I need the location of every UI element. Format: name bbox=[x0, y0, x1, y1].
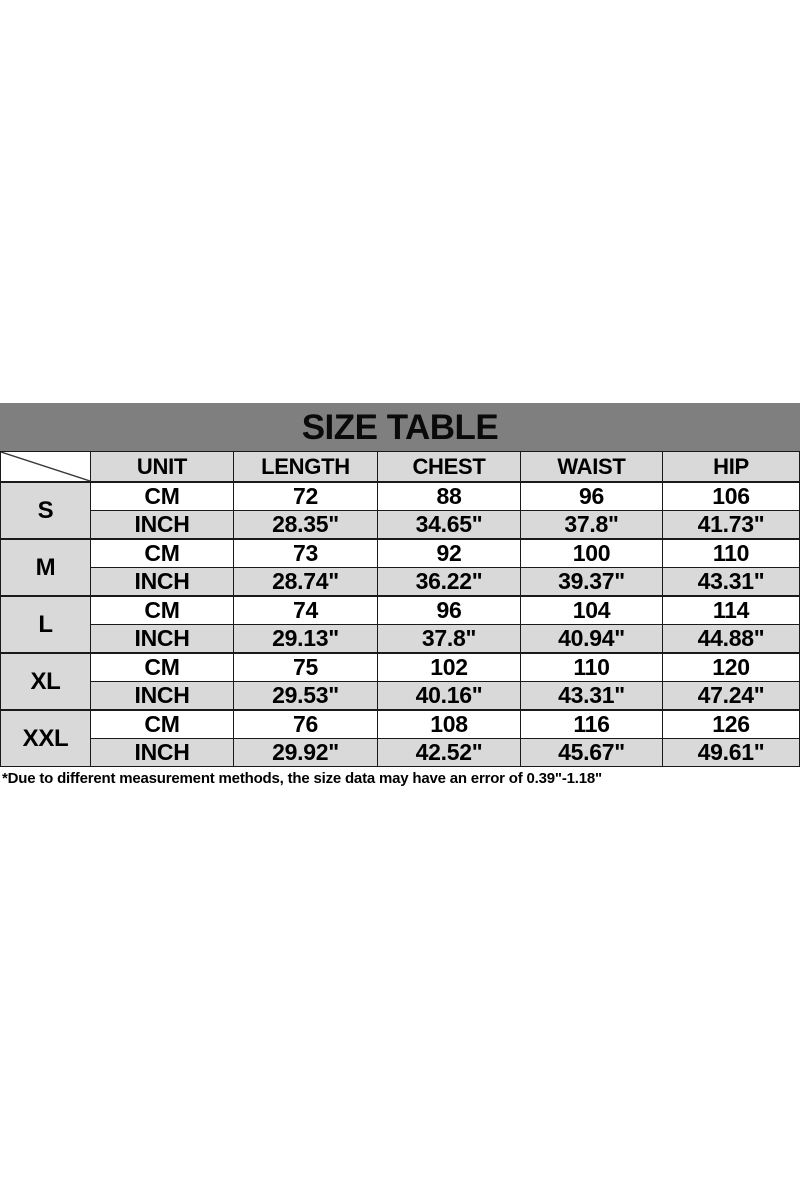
unit-label-inch: INCH bbox=[91, 568, 234, 597]
header-row bbox=[1, 452, 800, 483]
column-header-hip: HIP bbox=[663, 452, 800, 483]
unit-label-inch: INCH bbox=[91, 625, 234, 654]
cm-value-cell: 108 bbox=[378, 710, 521, 739]
inch-value-cell: 36.22" bbox=[378, 568, 521, 597]
table-row-inch bbox=[1, 682, 800, 711]
table-row-cm bbox=[1, 653, 800, 682]
inch-value-cell: 39.37" bbox=[521, 568, 663, 597]
table-row-inch bbox=[1, 511, 800, 540]
table-row-cm bbox=[1, 596, 800, 625]
cm-value-cell: 100 bbox=[521, 539, 663, 568]
cm-value-cell: 75 bbox=[234, 653, 378, 682]
size-chart bbox=[0, 403, 800, 787]
table-row-cm bbox=[1, 539, 800, 568]
inch-value-cell: 49.61" bbox=[663, 739, 800, 767]
unit-label-inch: INCH bbox=[91, 511, 234, 540]
cm-value-cell: 110 bbox=[521, 653, 663, 682]
diagonal-header-cell bbox=[1, 452, 91, 483]
inch-value-cell: 40.16" bbox=[378, 682, 521, 711]
table-row-inch bbox=[1, 739, 800, 767]
cm-value-cell: 74 bbox=[234, 596, 378, 625]
column-header-waist: WAIST bbox=[521, 452, 663, 483]
cm-value-cell: 126 bbox=[663, 710, 800, 739]
cm-value-cell: 110 bbox=[663, 539, 800, 568]
column-header-unit: UNIT bbox=[91, 452, 234, 483]
cm-value-cell: 104 bbox=[521, 596, 663, 625]
unit-label-cm: CM bbox=[91, 653, 234, 682]
unit-label-inch: INCH bbox=[91, 682, 234, 711]
size-label: XXL bbox=[1, 710, 91, 767]
diagonal-line-icon bbox=[1, 452, 90, 481]
unit-label-inch: INCH bbox=[91, 739, 234, 767]
table-row-cm bbox=[1, 482, 800, 511]
inch-value-cell: 34.65" bbox=[378, 511, 521, 540]
cm-value-cell: 120 bbox=[663, 653, 800, 682]
size-label: XL bbox=[1, 653, 91, 710]
cm-value-cell: 88 bbox=[378, 482, 521, 511]
table-row-inch bbox=[1, 568, 800, 597]
column-header-chest: CHEST bbox=[378, 452, 521, 483]
cm-value-cell: 96 bbox=[378, 596, 521, 625]
column-header-length: LENGTH bbox=[234, 452, 378, 483]
unit-label-cm: CM bbox=[91, 482, 234, 511]
table-row-inch bbox=[1, 625, 800, 654]
unit-label-cm: CM bbox=[91, 710, 234, 739]
cm-value-cell: 106 bbox=[663, 482, 800, 511]
inch-value-cell: 47.24" bbox=[663, 682, 800, 711]
unit-label-cm: CM bbox=[91, 596, 234, 625]
size-table-title: SIZE TABLE bbox=[0, 403, 800, 451]
inch-value-cell: 40.94" bbox=[521, 625, 663, 654]
size-table bbox=[0, 451, 800, 767]
measurement-disclaimer: *Due to different measurement methods, the size data may have an error of 0.39"-1.18" bbox=[2, 770, 602, 787]
inch-value-cell: 45.67" bbox=[521, 739, 663, 767]
inch-value-cell: 41.73" bbox=[663, 511, 800, 540]
inch-value-cell: 37.8" bbox=[378, 625, 521, 654]
inch-value-cell: 28.35" bbox=[234, 511, 378, 540]
cm-value-cell: 116 bbox=[521, 710, 663, 739]
cm-value-cell: 73 bbox=[234, 539, 378, 568]
cm-value-cell: 72 bbox=[234, 482, 378, 511]
inch-value-cell: 29.13" bbox=[234, 625, 378, 654]
cm-value-cell: 76 bbox=[234, 710, 378, 739]
size-label: L bbox=[1, 596, 91, 653]
size-label: M bbox=[1, 539, 91, 596]
size-label: S bbox=[1, 482, 91, 539]
cm-value-cell: 96 bbox=[521, 482, 663, 511]
inch-value-cell: 37.8" bbox=[521, 511, 663, 540]
cm-value-cell: 114 bbox=[663, 596, 800, 625]
inch-value-cell: 29.53" bbox=[234, 682, 378, 711]
inch-value-cell: 42.52" bbox=[378, 739, 521, 767]
inch-value-cell: 29.92" bbox=[234, 739, 378, 767]
inch-value-cell: 43.31" bbox=[663, 568, 800, 597]
table-row-cm bbox=[1, 710, 800, 739]
cm-value-cell: 92 bbox=[378, 539, 521, 568]
inch-value-cell: 43.31" bbox=[521, 682, 663, 711]
cm-value-cell: 102 bbox=[378, 653, 521, 682]
inch-value-cell: 28.74" bbox=[234, 568, 378, 597]
inch-value-cell: 44.88" bbox=[663, 625, 800, 654]
unit-label-cm: CM bbox=[91, 539, 234, 568]
